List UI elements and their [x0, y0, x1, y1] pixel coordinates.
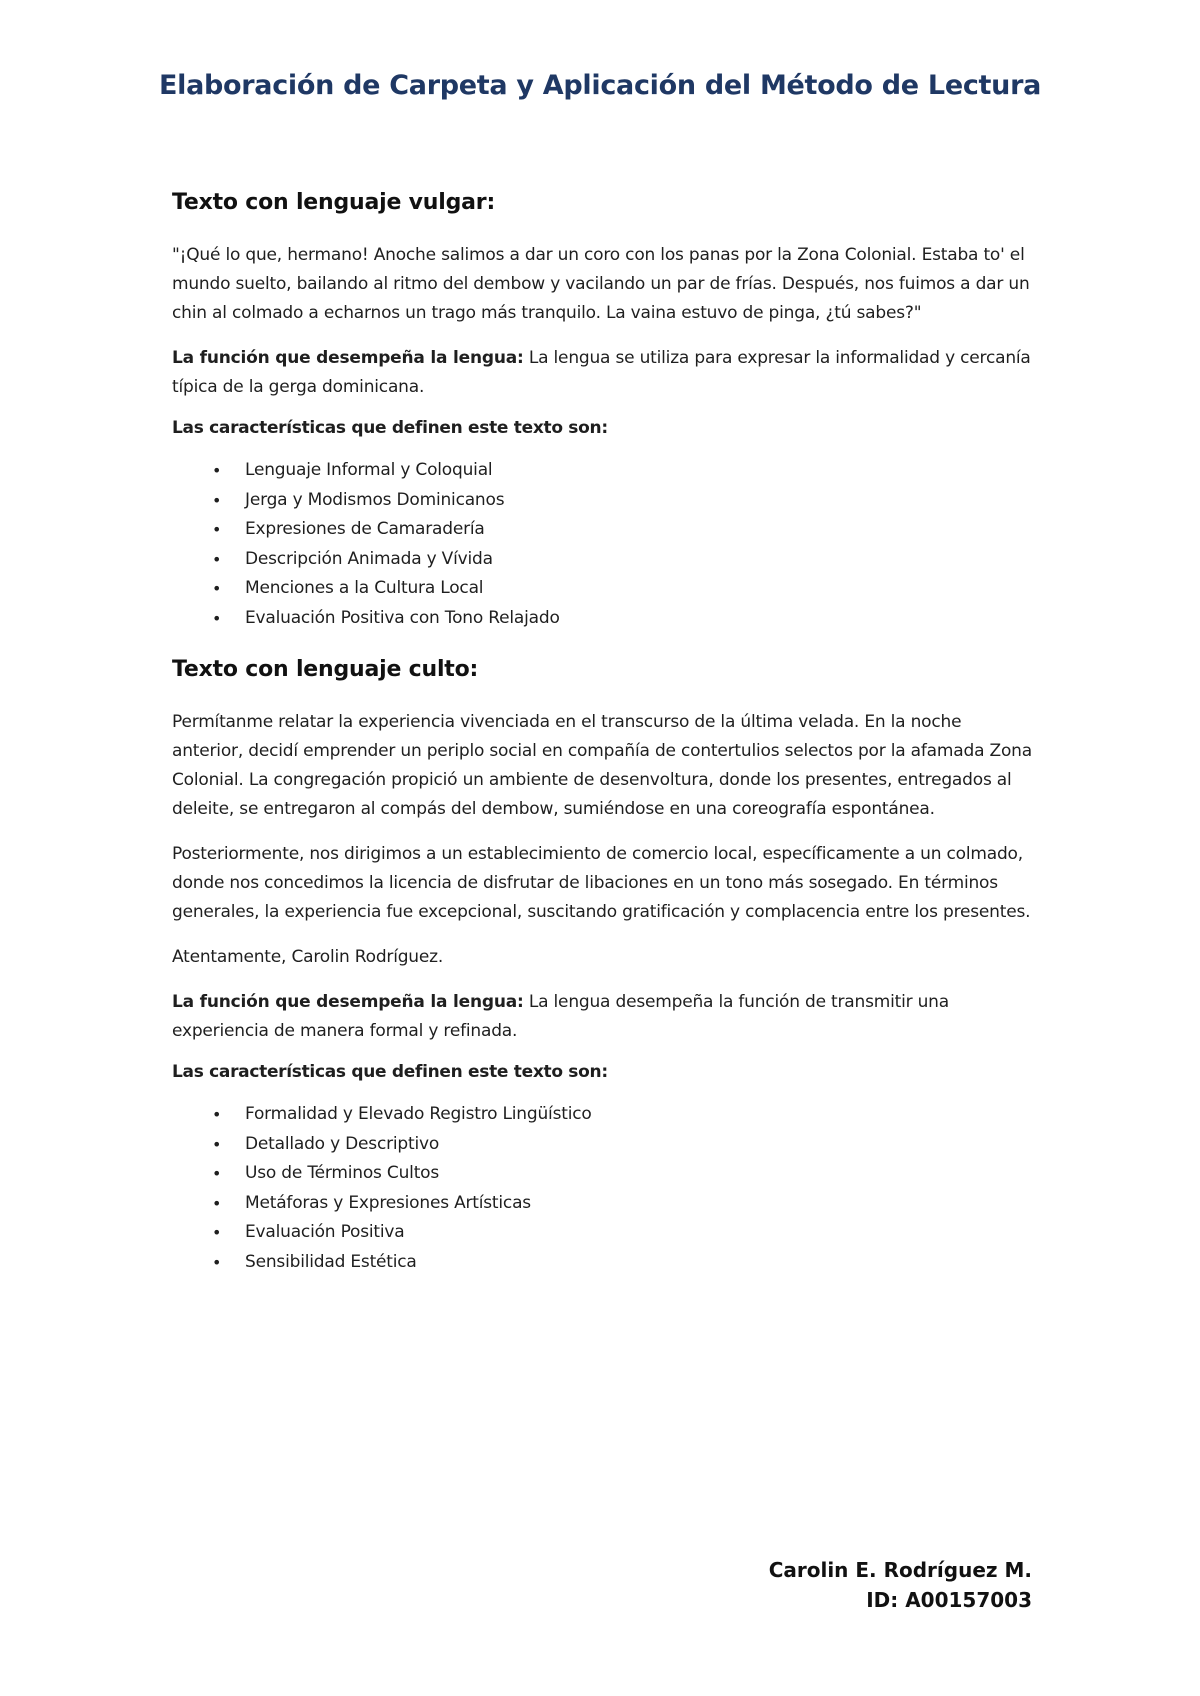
- list-item: [172, 574, 1032, 604]
- bullet-icon: •: [212, 1164, 222, 1183]
- closing-line: Atentamente, Carolin Rodríguez.: [172, 947, 444, 967]
- bullet-icon: •: [212, 1252, 222, 1272]
- function-colon: :: [517, 992, 524, 1012]
- bullet-icon: •: [212, 461, 222, 480]
- bullet-icon: •: [212, 549, 222, 569]
- characteristics-list-vulgar: [172, 456, 1032, 633]
- list-item: [172, 545, 1032, 575]
- list-item-text: Menciones a la Cultura Local: [245, 578, 484, 598]
- bullet-icon: •: [212, 608, 222, 628]
- list-item: [172, 1248, 1032, 1278]
- vulgar-text-paragraph: "¡Qué lo que, hermano! Anoche salimos a dar un coro con los panas por la Zona Colonial. Estaba to' el mundo suelto, bailando al ritmo del dembow y vacilando un par de frías. Después, nos fuimos a dar un chin al colmado a echarnos un trago más tranquilo. La vaina estuvo de pinga, ¿tú sabes?": [172, 245, 1030, 323]
- list-item-text: Uso de Términos Cultos: [245, 1163, 440, 1183]
- signature-block: [769, 1555, 1032, 1615]
- list-item: [172, 1130, 1032, 1160]
- bullet-icon: •: [212, 1105, 222, 1124]
- characteristics-label: Las características que definen este texto son:: [172, 418, 608, 438]
- bullet-icon: •: [212, 1134, 222, 1154]
- list-item-text: Expresiones de Camaradería: [245, 519, 485, 539]
- document-body: [172, 190, 1032, 1301]
- list-item-text: Metáforas y Expresiones Artísticas: [245, 1192, 531, 1213]
- section-heading-vulgar: Texto con lenguaje vulgar:: [172, 190, 496, 215]
- list-item: [172, 604, 1032, 634]
- function-label: La función que desempeña la lengua: [172, 348, 518, 368]
- list-item: [172, 486, 1032, 516]
- bullet-icon: •: [212, 1193, 222, 1213]
- bullet-icon: •: [212, 490, 222, 510]
- list-item: [172, 1189, 1032, 1219]
- list-item-text: Evaluación Positiva con Tono Relajado: [245, 607, 560, 628]
- bullet-icon: •: [212, 579, 222, 598]
- list-item: [172, 1100, 1032, 1130]
- function-text: La lengua se utiliza para expresar la informalidad y cercanía típica de la gerga dominicana.: [172, 348, 1031, 397]
- list-item-text: Formalidad y Elevado Registro Lingüístico: [245, 1104, 592, 1124]
- function-colon: :: [517, 348, 524, 368]
- culto-function-paragraph: [172, 988, 1032, 1046]
- list-item: [172, 515, 1032, 545]
- list-item-text: Evaluación Positiva: [245, 1222, 405, 1242]
- culto-text-paragraph-2: Posteriormente, nos dirigimos a un establecimiento de comercio local, específicamente a un colmado, donde nos concedimos la licencia de disfrutar de libaciones en un tono más sosegado. En términos generales, la experiencia fue excepcional, suscitando gratificación y complacencia entre los presentes.: [172, 844, 1031, 922]
- bullet-icon: •: [212, 1223, 222, 1242]
- characteristics-list-culto: [172, 1100, 1032, 1277]
- list-item: [172, 456, 1032, 486]
- document-title: Elaboración de Carpeta y Aplicación del Método de Lectura: [158, 70, 1042, 101]
- list-item-text: Sensibilidad Estética: [245, 1251, 417, 1272]
- culto-text-paragraph-1: Permítanme relatar la experiencia vivenciada en el transcurso de la última velada. En la noche anterior, decidí emprender un periplo social en compañía de contertulios selectos por la afamada Zona Colonial. La congregación propició un ambiente de desenvoltura, donde los presentes, entregados al deleite, se entregaron al compás del dembow, sumiéndose en una coreografía espontánea.: [172, 712, 1032, 819]
- list-item-text: Detallado y Descriptivo: [245, 1133, 440, 1154]
- list-item-text: Jerga y Modismos Dominicanos: [245, 489, 505, 510]
- characteristics-label: Las características que definen este texto son:: [172, 1062, 608, 1082]
- function-label: La función que desempeña la lengua: [172, 992, 518, 1012]
- author-name: Carolin E. Rodríguez M.: [768, 1558, 1032, 1582]
- list-item-text: Descripción Animada y Vívida: [245, 548, 493, 569]
- vulgar-function-paragraph: [172, 344, 1032, 402]
- list-item-text: Lenguaje Informal y Coloquial: [245, 460, 493, 480]
- bullet-icon: •: [212, 520, 222, 539]
- author-id: ID: A00157003: [866, 1588, 1032, 1612]
- list-item: [172, 1159, 1032, 1189]
- function-text: La lengua desempeña la función de transmitir una experiencia de manera formal y refinada.: [172, 992, 949, 1041]
- list-item: [172, 1218, 1032, 1248]
- section-heading-culto: Texto con lenguaje culto:: [172, 657, 479, 682]
